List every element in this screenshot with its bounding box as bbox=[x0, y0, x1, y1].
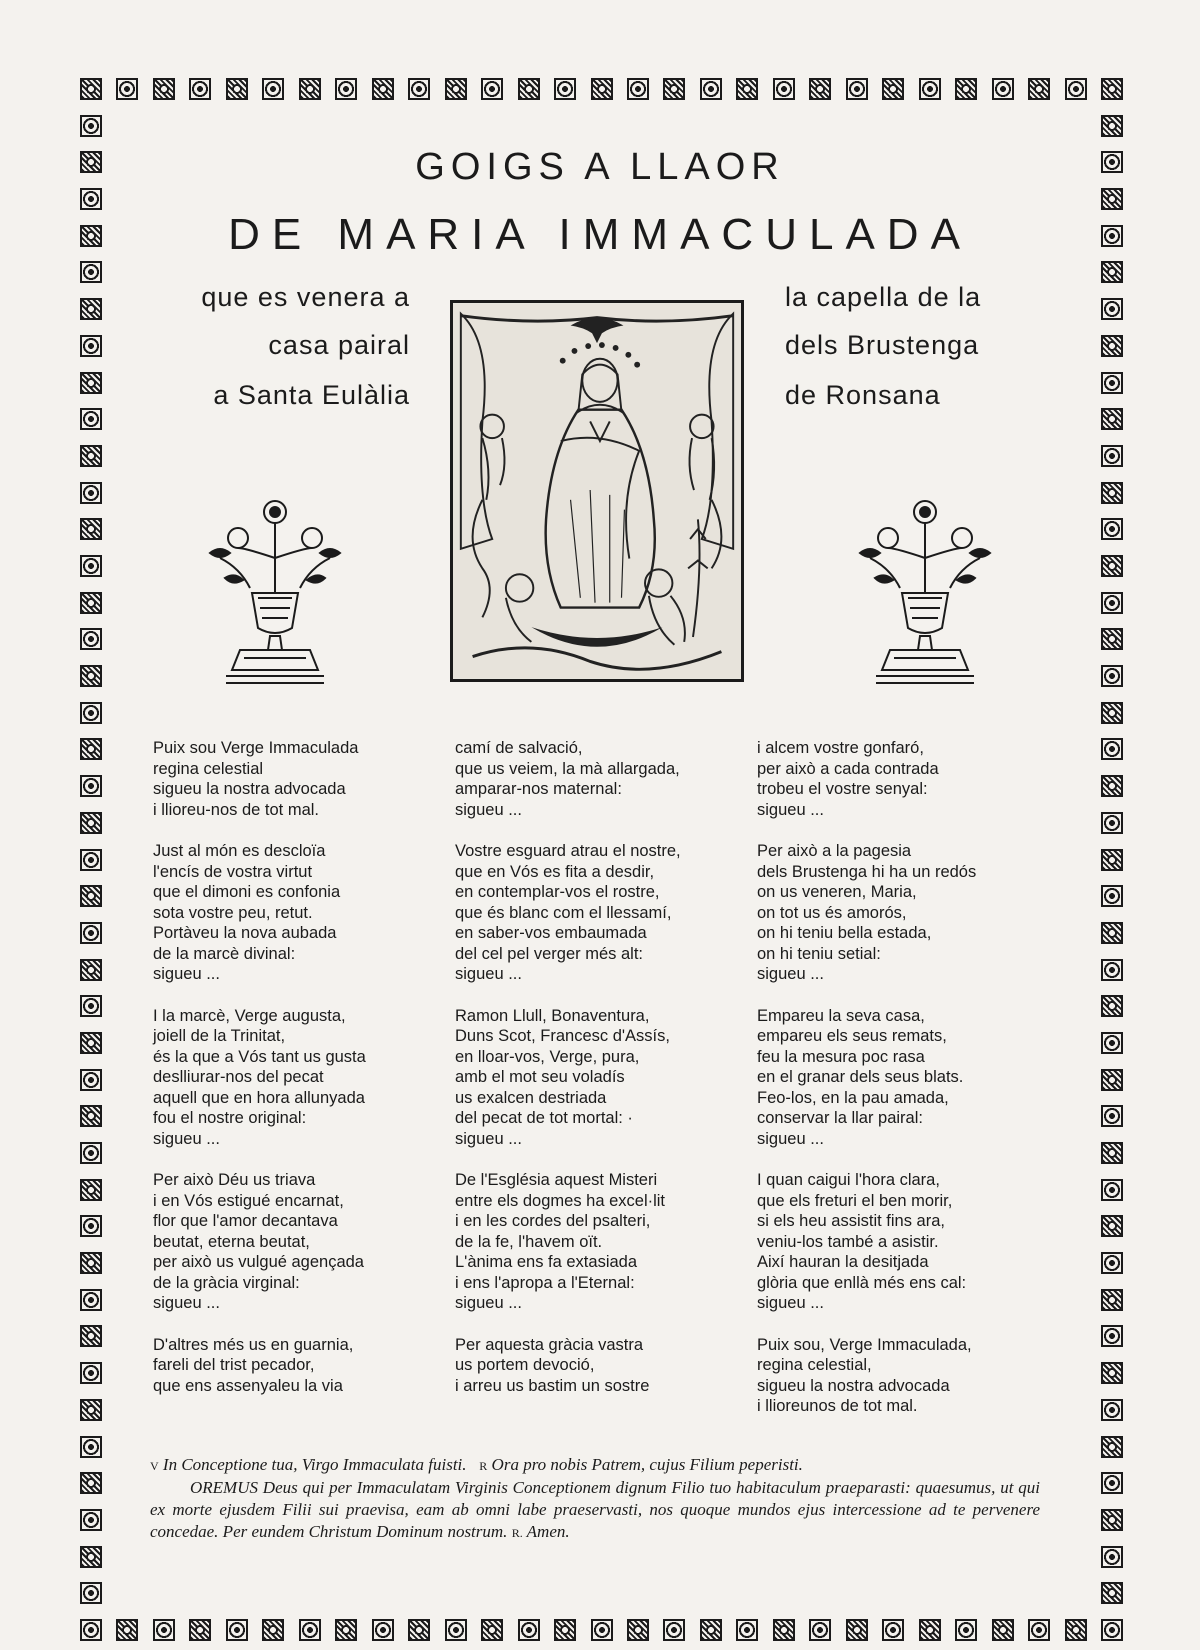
border-ornament bbox=[80, 78, 102, 100]
amen-mark: R. bbox=[511, 1526, 523, 1540]
stanza bbox=[455, 841, 745, 985]
border-ornament bbox=[1101, 445, 1123, 467]
border-ornament bbox=[299, 1619, 321, 1641]
border-ornament bbox=[1101, 775, 1123, 797]
verse-line: en contemplar-vos el rostre, bbox=[455, 883, 660, 901]
verse-line: veniu-los també a asistir. bbox=[757, 1232, 939, 1251]
verse-line: sota vostre peu, retut. bbox=[153, 903, 313, 922]
verse-line: i en Vós estigué encarnat, bbox=[153, 1191, 344, 1210]
border-ornament bbox=[1101, 738, 1123, 760]
verse-line: regina celestial bbox=[153, 759, 264, 778]
border-ornament bbox=[80, 298, 102, 320]
verse-line: que en Vós es fita a desdir, bbox=[455, 862, 655, 881]
border-ornament bbox=[80, 1069, 102, 1091]
border-ornament bbox=[80, 995, 102, 1017]
border-ornament bbox=[1101, 1289, 1123, 1311]
border-ornament bbox=[955, 1619, 977, 1641]
versicle-mark: V bbox=[150, 1459, 159, 1473]
verse-line: Just al món es descloïa bbox=[153, 842, 326, 860]
verse-line: de la marcè divinal: bbox=[153, 944, 296, 963]
border-ornament bbox=[80, 1105, 102, 1127]
virgin-woodcut-image bbox=[450, 300, 744, 682]
border-ornament bbox=[992, 78, 1014, 100]
verse-line: us portem devoció, bbox=[455, 1356, 595, 1374]
verse-line: Duns Scot, Francesc d'Assís, bbox=[455, 1027, 670, 1045]
border-ornament bbox=[1101, 1069, 1123, 1091]
virgin-woodcut-illustration bbox=[453, 303, 741, 679]
verse-line: per això us vulgué agençada bbox=[153, 1253, 364, 1271]
verse-line: us exalcen destriada bbox=[455, 1088, 607, 1107]
verse-line: sigueu ... bbox=[153, 1129, 220, 1148]
border-ornament bbox=[1101, 849, 1123, 871]
border-ornament bbox=[445, 1619, 467, 1641]
border-ornament bbox=[1101, 1252, 1123, 1274]
border-ornament bbox=[919, 1619, 941, 1641]
border-ornament bbox=[736, 1619, 758, 1641]
subtitle-right-1: la capella de la bbox=[785, 282, 982, 312]
border-ornament bbox=[80, 115, 102, 137]
border-ornament bbox=[1101, 1032, 1123, 1054]
verse-line: que els freturi el ben morir, bbox=[757, 1191, 953, 1210]
border-ornament bbox=[736, 78, 758, 100]
stanza bbox=[153, 1006, 443, 1150]
border-ornament bbox=[80, 812, 102, 834]
border-ornament bbox=[80, 665, 102, 687]
border-ornament bbox=[773, 78, 795, 100]
verse-line: sigueu ... bbox=[757, 1294, 824, 1312]
verse-line: I la marcè, Verge augusta, bbox=[153, 1006, 346, 1025]
verse-line: fareli del trist pecador, bbox=[153, 1356, 315, 1374]
stanza bbox=[757, 1006, 1047, 1150]
subtitle-left-2: casa pairal bbox=[268, 330, 410, 360]
border-ornament bbox=[627, 1619, 649, 1641]
border-ornament bbox=[262, 1619, 284, 1641]
border-ornament bbox=[226, 1619, 248, 1641]
border-ornament bbox=[80, 372, 102, 394]
border-ornament bbox=[80, 775, 102, 797]
amen-text: Amen. bbox=[526, 1522, 570, 1541]
border-ornament bbox=[1028, 78, 1050, 100]
border-ornament bbox=[1101, 1436, 1123, 1458]
border-ornament bbox=[1101, 261, 1123, 283]
border-ornament bbox=[809, 1619, 831, 1641]
border-ornament bbox=[408, 78, 430, 100]
border-ornament bbox=[1101, 1179, 1123, 1201]
verse-line: Així hauran la desitjada bbox=[757, 1253, 929, 1271]
border-ornament bbox=[226, 78, 248, 100]
border-ornament bbox=[1101, 1619, 1123, 1641]
verse-line: en saber-vos embaumada bbox=[455, 924, 647, 942]
verse-line: Feo-los, en la pau amada, bbox=[757, 1088, 949, 1107]
border-ornament bbox=[1101, 1325, 1123, 1347]
border-ornament bbox=[700, 1619, 722, 1641]
verse-line: que el dimoni es confonia bbox=[153, 883, 341, 901]
border-ornament bbox=[80, 1582, 102, 1604]
versicle-line bbox=[150, 1454, 1040, 1477]
border-ornament bbox=[80, 482, 102, 504]
border-ornament bbox=[80, 1032, 102, 1054]
border-ornament bbox=[80, 335, 102, 357]
border-ornament bbox=[372, 78, 394, 100]
border-ornament bbox=[1101, 702, 1123, 724]
stanza bbox=[153, 1170, 443, 1314]
border-ornament bbox=[80, 738, 102, 760]
border-ornament bbox=[1101, 628, 1123, 650]
verse-line: deslliurar-nos del pecat bbox=[153, 1068, 324, 1086]
verse-line: que ens assenyaleu la via bbox=[153, 1376, 343, 1395]
border-ornament bbox=[882, 78, 904, 100]
border-ornament bbox=[518, 78, 540, 100]
border-ornament bbox=[846, 78, 868, 100]
border-ornament bbox=[1101, 482, 1123, 504]
border-ornament bbox=[481, 78, 503, 100]
border-ornament bbox=[262, 78, 284, 100]
stanza bbox=[757, 841, 1047, 985]
border-ornament bbox=[80, 1546, 102, 1568]
border-ornament bbox=[80, 261, 102, 283]
verse-line: sigueu la nostra advocada bbox=[757, 1376, 950, 1395]
border-ornament bbox=[919, 78, 941, 100]
response-text: Ora pro nobis Patrem, cujus Filium peperisti. bbox=[491, 1455, 803, 1474]
verse-line: camí de salvació, bbox=[455, 739, 583, 757]
border-ornament bbox=[1101, 1582, 1123, 1604]
verse-line: I quan caigui l'hora clara, bbox=[757, 1171, 940, 1189]
verse-line: sigueu ... bbox=[757, 800, 824, 819]
border-ornament bbox=[591, 1619, 613, 1641]
border-ornament bbox=[153, 1619, 175, 1641]
border-ornament bbox=[1101, 115, 1123, 137]
border-ornament bbox=[1101, 555, 1123, 577]
verse-line: joiell de la Trinitat, bbox=[153, 1027, 286, 1045]
border-ornament bbox=[445, 78, 467, 100]
verse-line: on hi teniu setial: bbox=[757, 944, 881, 963]
latin-prayer bbox=[150, 1454, 1040, 1544]
border-ornament bbox=[80, 1325, 102, 1347]
border-ornament bbox=[1101, 1546, 1123, 1568]
border-ornament bbox=[80, 1289, 102, 1311]
border-ornament bbox=[1028, 1619, 1050, 1641]
verse-line: si els heu assistit fins ara, bbox=[757, 1212, 945, 1230]
verse-line: dels Brustenga hi ha un redós bbox=[757, 862, 977, 881]
verse-line: Per això Déu us triava bbox=[153, 1171, 316, 1189]
border-ornament bbox=[882, 1619, 904, 1641]
verse-line: és la que a Vós tant us gusta bbox=[153, 1047, 366, 1066]
verse-line: del cel pel verger més alt: bbox=[455, 944, 644, 963]
border-ornament bbox=[80, 1619, 102, 1641]
border-ornament bbox=[809, 78, 831, 100]
versicle-text: In Conceptione tua, Virgo Immaculata fuisti. bbox=[162, 1455, 467, 1474]
border-ornament bbox=[1101, 885, 1123, 907]
verse-line: entre els dogmes ha excel·lit bbox=[455, 1191, 666, 1210]
border-ornament bbox=[591, 78, 613, 100]
verse-line: amb el mot seu voladís bbox=[455, 1068, 625, 1086]
border-ornament bbox=[116, 1619, 138, 1641]
border-ornament bbox=[408, 1619, 430, 1641]
stanza bbox=[757, 1170, 1047, 1314]
border-ornament bbox=[80, 1509, 102, 1531]
verse-line: sigueu ... bbox=[455, 965, 522, 983]
border-ornament bbox=[1101, 1105, 1123, 1127]
border-ornament bbox=[1101, 188, 1123, 210]
border-ornament bbox=[846, 1619, 868, 1641]
verse-line: sigueu ... bbox=[757, 1129, 824, 1148]
verse-line: sigueu ... bbox=[153, 965, 220, 983]
border-ornament bbox=[80, 1436, 102, 1458]
border-ornament bbox=[554, 78, 576, 100]
verse-line: i llioreu-nos de tot mal. bbox=[153, 800, 319, 819]
verse-line: Per això a la pagesia bbox=[757, 842, 912, 860]
border-ornament bbox=[80, 885, 102, 907]
border-ornament bbox=[80, 959, 102, 981]
subtitle-right-3: de Ronsana bbox=[785, 380, 941, 410]
stanza bbox=[153, 738, 443, 820]
border-ornament bbox=[554, 1619, 576, 1641]
verse-line: sigueu ... bbox=[455, 1294, 522, 1312]
verse-line: Empareu la seva casa, bbox=[757, 1006, 925, 1025]
verse-line: per això a cada contrada bbox=[757, 759, 939, 778]
verse-line: glòria que enllà més ens cal: bbox=[757, 1273, 967, 1292]
border-ornament bbox=[1101, 1215, 1123, 1237]
verse-line: flor que l'amor decantava bbox=[153, 1212, 338, 1230]
border-ornament bbox=[80, 1179, 102, 1201]
border-ornament bbox=[663, 1619, 685, 1641]
verse-line: fou el nostre original: bbox=[153, 1109, 307, 1127]
verse-line: i llioreunos de tot mal. bbox=[757, 1397, 918, 1415]
verse-line: aquell que en hora allunyada bbox=[153, 1088, 365, 1107]
subtitle-right-2: dels Brustenga bbox=[785, 330, 980, 360]
border-ornament bbox=[80, 1399, 102, 1421]
verse-line: Vostre esguard atrau el nostre, bbox=[455, 842, 681, 860]
border-ornament bbox=[335, 1619, 357, 1641]
verse-line: Puix sou Verge Immaculada bbox=[153, 739, 359, 757]
border-ornament bbox=[1101, 78, 1123, 100]
verse-line: regina celestial, bbox=[757, 1356, 872, 1374]
border-ornament bbox=[80, 922, 102, 944]
title-line-2: DE MARIA IMMACULADA bbox=[228, 210, 972, 259]
border-ornament bbox=[80, 849, 102, 871]
border-ornament bbox=[1101, 1362, 1123, 1384]
stanza bbox=[153, 1335, 443, 1397]
verse-line: L'ànima ens fa extasiada bbox=[455, 1253, 638, 1271]
border-ornament bbox=[80, 408, 102, 430]
oremus-paragraph bbox=[150, 1477, 1040, 1544]
stanza bbox=[455, 1170, 745, 1314]
border-ornament bbox=[80, 628, 102, 650]
border-ornament bbox=[335, 78, 357, 100]
verse-line: empareu els seus remats, bbox=[757, 1027, 947, 1045]
verse-line: Per aquesta gràcia vastra bbox=[455, 1335, 644, 1354]
border-ornament bbox=[1101, 1399, 1123, 1421]
border-ornament bbox=[1101, 298, 1123, 320]
border-ornament bbox=[1065, 1619, 1087, 1641]
border-ornament bbox=[153, 78, 175, 100]
border-ornament bbox=[627, 78, 649, 100]
verse-line: i ens l'apropa a l'Eternal: bbox=[455, 1273, 635, 1292]
border-ornament bbox=[481, 1619, 503, 1641]
border-ornament bbox=[1101, 1509, 1123, 1531]
verse-line: conservar la llar pairal: bbox=[757, 1109, 923, 1127]
verse-line: on hi teniu bella estada, bbox=[757, 924, 932, 942]
border-ornament bbox=[1101, 922, 1123, 944]
subtitle-left-1: que es venera a bbox=[201, 282, 410, 312]
verse-line: de la fe, l'havem oït. bbox=[455, 1232, 603, 1251]
border-ornament bbox=[1101, 1472, 1123, 1494]
verse-line: Ramon Llull, Bonaventura, bbox=[455, 1006, 650, 1025]
verse-line: Portàveu la nova aubada bbox=[153, 924, 337, 942]
verse-line: on tot us és amorós, bbox=[757, 903, 907, 922]
border-ornament bbox=[1101, 335, 1123, 357]
verse-line: Puix sou, Verge Immaculada, bbox=[757, 1335, 972, 1354]
border-ornament bbox=[1101, 1142, 1123, 1164]
border-ornament bbox=[80, 518, 102, 540]
border-ornament bbox=[1101, 812, 1123, 834]
border-ornament bbox=[80, 702, 102, 724]
verse-line: beutat, eterna beutat, bbox=[153, 1232, 310, 1251]
stanza bbox=[153, 841, 443, 985]
border-ornament bbox=[1101, 959, 1123, 981]
verse-column-1 bbox=[153, 738, 443, 1417]
verse-line: amparar-nos maternal: bbox=[455, 780, 622, 798]
verse-line: on us veneren, Maria, bbox=[757, 883, 917, 901]
border-ornament bbox=[518, 1619, 540, 1641]
border-ornament bbox=[116, 78, 138, 100]
response-mark: R bbox=[479, 1459, 488, 1473]
stanza bbox=[455, 1006, 745, 1150]
border-ornament bbox=[80, 1252, 102, 1274]
border-ornament bbox=[80, 1142, 102, 1164]
border-ornament bbox=[80, 188, 102, 210]
border-ornament bbox=[1101, 995, 1123, 1017]
border-ornament bbox=[1101, 408, 1123, 430]
border-ornament bbox=[80, 1215, 102, 1237]
border-ornament bbox=[700, 78, 722, 100]
border-ornament bbox=[299, 78, 321, 100]
verse-line: trobeu el vostre senyal: bbox=[757, 780, 928, 798]
verse-line: De l'Església aquest Misteri bbox=[455, 1171, 658, 1189]
verse-line: i en les cordes del psalteri, bbox=[455, 1212, 651, 1230]
border-ornament bbox=[1101, 592, 1123, 614]
verse-line: del pecat de tot mortal: · bbox=[455, 1109, 633, 1127]
stanza bbox=[757, 1335, 1047, 1417]
border-ornament bbox=[1101, 665, 1123, 687]
border-ornament bbox=[1101, 372, 1123, 394]
border-ornament bbox=[189, 1619, 211, 1641]
verse-line: sigueu ... bbox=[455, 800, 522, 819]
verse-line: feu la mesura poc rasa bbox=[757, 1047, 925, 1066]
title-line-1: GOIGS A LLAOR bbox=[415, 146, 785, 188]
border-ornament bbox=[372, 1619, 394, 1641]
border-ornament bbox=[955, 78, 977, 100]
verse-line: sigueu ... bbox=[757, 965, 824, 983]
border-ornament bbox=[80, 1362, 102, 1384]
flower-vase-left-image bbox=[200, 498, 350, 688]
oremus-text: OREMUS Deus qui per Immaculatam Virginis Conceptionem dignum Filio tuo habitaculum praeparasti: quaesumus, ut qui ex morte ejusdem Filii sui praevisa, eam ab omni labe praeservasti, nos quoque mundos ejus intercessione ad te pervenere concedae. Per eundem Christum Dominum nostrum. bbox=[150, 1478, 1040, 1541]
border-ornament bbox=[80, 1472, 102, 1494]
verse-line: l'encís de vostra virtut bbox=[153, 862, 313, 881]
flower-vase-right-image bbox=[850, 498, 1000, 688]
verse-line: sigueu ... bbox=[455, 1129, 522, 1148]
stanza bbox=[455, 1335, 745, 1397]
verse-line: D'altres més us en guarnia, bbox=[153, 1335, 354, 1354]
border-ornament bbox=[189, 78, 211, 100]
border-ornament bbox=[992, 1619, 1014, 1641]
verse-line: en lloar-vos, Verge, pura, bbox=[455, 1047, 640, 1066]
verse-line: i arreu us bastim un sostre bbox=[455, 1376, 650, 1395]
stanza bbox=[455, 738, 745, 820]
verse-line: sigueu la nostra advocada bbox=[153, 780, 346, 798]
verse-line: sigueu ... bbox=[153, 1294, 220, 1312]
border-ornament bbox=[1065, 78, 1087, 100]
verse-line: en el granar dels seus blats. bbox=[757, 1068, 964, 1086]
border-ornament bbox=[80, 555, 102, 577]
verse-line: de la gràcia virginal: bbox=[153, 1273, 300, 1292]
border-ornament bbox=[1101, 518, 1123, 540]
verse-line: i alcem vostre gonfaró, bbox=[757, 739, 924, 757]
border-ornament bbox=[773, 1619, 795, 1641]
subtitle-left-3: a Santa Eulàlia bbox=[213, 380, 410, 410]
verse-column-3 bbox=[757, 738, 1047, 1438]
stanza bbox=[757, 738, 1047, 820]
border-ornament bbox=[80, 592, 102, 614]
verse-column-2 bbox=[455, 738, 745, 1417]
border-ornament bbox=[80, 445, 102, 467]
border-ornament bbox=[663, 78, 685, 100]
verse-line: que us veiem, la mà allargada, bbox=[455, 759, 680, 778]
verse-line: que és blanc com el llessamí, bbox=[455, 903, 672, 922]
